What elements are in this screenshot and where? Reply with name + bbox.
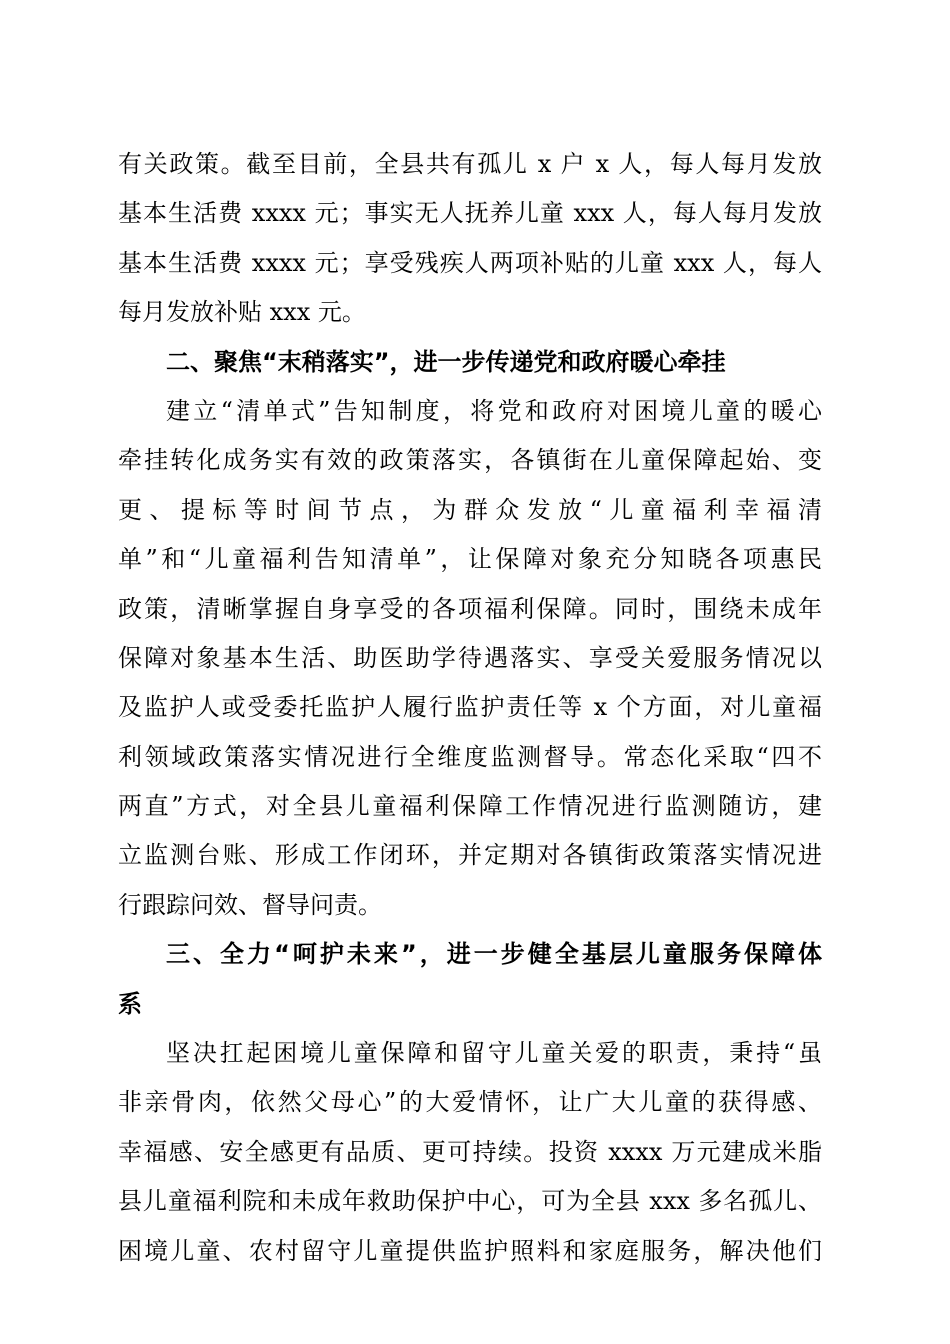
text-line: 坚决扛起困境儿童保障和留守儿童关爱的职责，秉持“虽 — [166, 1039, 822, 1068]
text-line: 行跟踪问效、督导问责。 — [118, 890, 382, 919]
text-line: 县儿童福利院和未成年救助保护中心，可为全县 xxx 多名孤儿、 — [118, 1187, 822, 1216]
text-line: 基本生活费 xxxx 元；享受残疾人两项补贴的儿童 xxx 人，每人 — [118, 248, 822, 277]
text-line: 建立“清单式”告知制度，将党和政府对困境儿童的暖心 — [166, 396, 822, 425]
text-line: 牵挂转化成务实有效的政策落实，各镇街在儿童保障起始、变 — [118, 446, 822, 475]
text-line: 幸福感、安全感更有品质、更可持续。投资 xxxx 万元建成米脂 — [118, 1137, 822, 1166]
text-line: 更、提标等时间节点，为群众发放“儿童福利幸福清 — [118, 495, 822, 524]
text-line: 有关政策。截至目前，全县共有孤儿 x 户 x 人，每人每月发放 — [118, 150, 822, 178]
text-line: 非亲骨肉，依然父母心”的大爱情怀，让广大儿童的获得感、 — [118, 1088, 822, 1117]
text-line: 政策，清晰掌握自身享受的各项福利保障。同时，围绕未成年 — [118, 594, 822, 623]
text-line: 及监护人或受委托监护人履行监护责任等 x 个方面，对儿童福 — [118, 693, 822, 722]
text-line: 立监测台账、形成工作闭环，并定期对各镇街政策落实情况进 — [118, 841, 822, 870]
text-line: 基本生活费 xxxx 元；事实无人抚养儿童 xxx 人，每人每月发放 — [118, 199, 822, 228]
heading-line: 二、聚焦“末稍落实”，进一步传递党和政府暖心牵挂 — [166, 347, 726, 376]
text-line: 保障对象基本生活、助医助学待遇落实、享受关爱服务情况以 — [118, 643, 822, 672]
section-heading-3 — [118, 930, 822, 1029]
paragraph-service-system — [118, 1029, 822, 1276]
text-line: 每月发放补贴 xxx 元。 — [118, 298, 366, 327]
paragraph-policy-summary — [118, 140, 822, 338]
section-heading-2 — [118, 338, 822, 387]
document-body — [118, 140, 822, 1276]
paragraph-notification-system — [118, 387, 822, 930]
text-line: 利领域政策落实情况进行全维度监测督导。常态化采取“四不 — [118, 742, 822, 771]
heading-line: 三、全力“呵护未来”，进一步健全基层儿童服务保障体 — [166, 940, 822, 969]
text-line: 困境儿童、农村留守儿童提供监护照料和家庭服务，解决他们 — [118, 1236, 822, 1265]
text-line: 两直”方式，对全县儿童福利保障工作情况进行监测随访，建 — [118, 792, 822, 821]
heading-line: 系 — [118, 989, 142, 1018]
text-line: 单”和“儿童福利告知清单”，让保障对象充分知晓各项惠民 — [118, 545, 822, 574]
